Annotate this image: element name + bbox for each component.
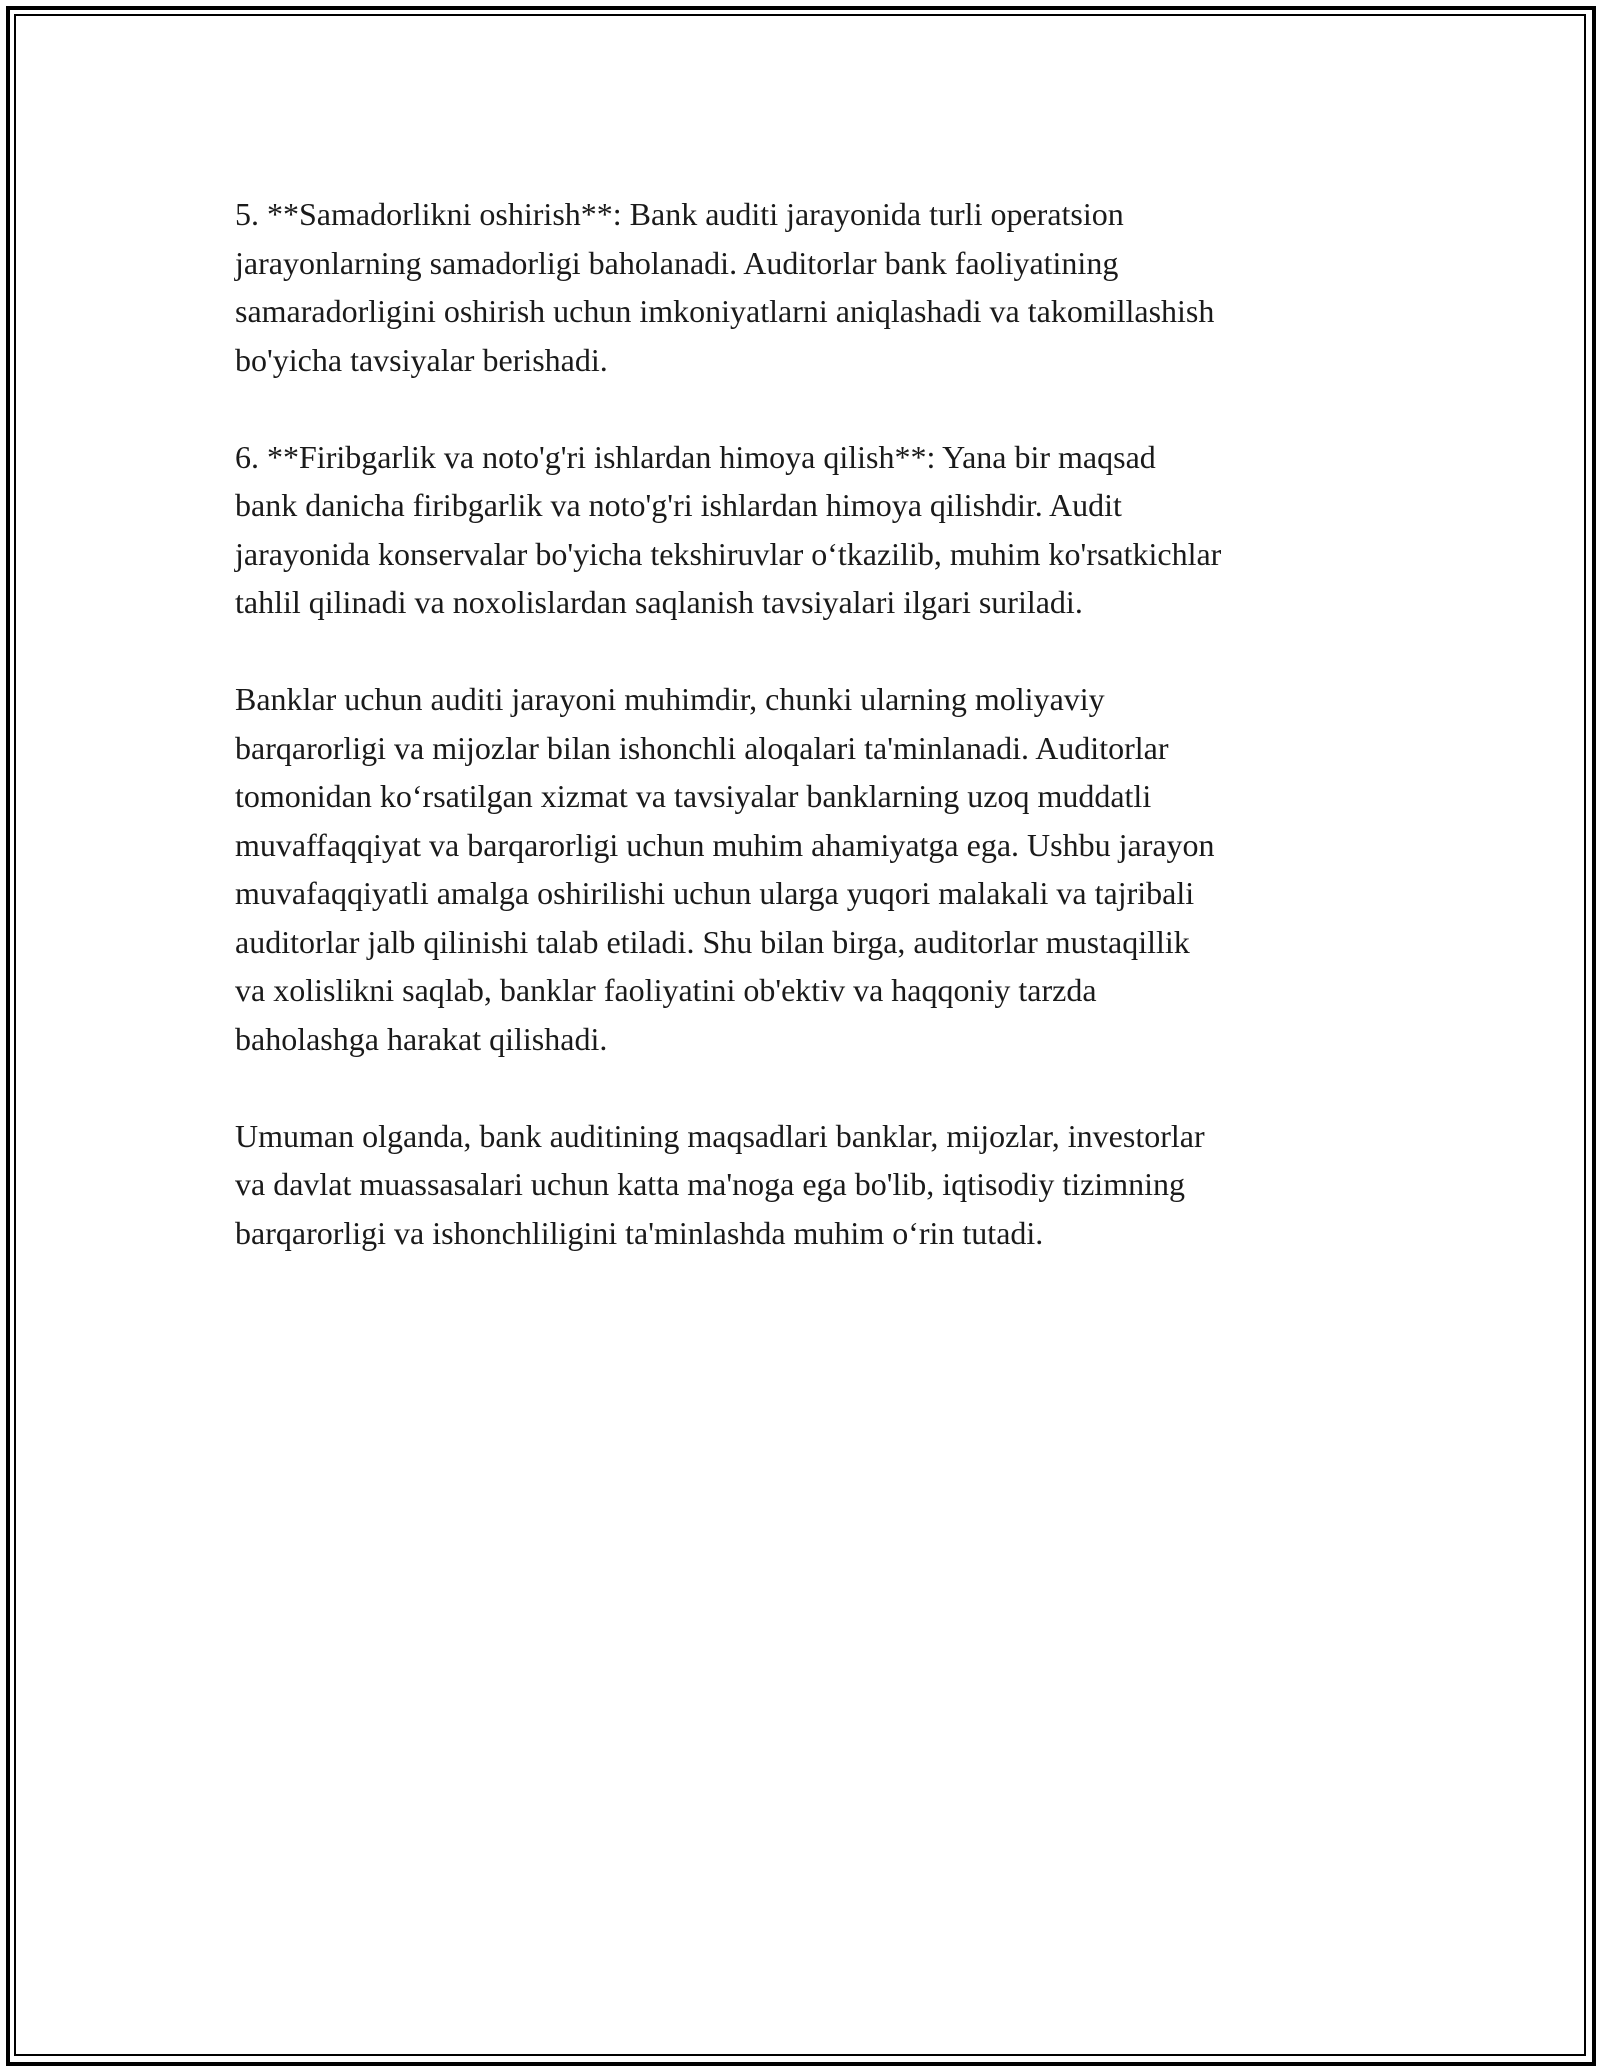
document-body — [235, 190, 1385, 1306]
paragraph-conclusion: Umuman olganda, bank auditining maqsadlari banklar, mijozlar, investorlar va davlat muassasalari uchun katta ma'noga ega bo'lib, iqtisodiy tizimning barqarorligi va ishonchliligini ta'minlashda muhim o‘rin tutadi. — [235, 1117, 1205, 1251]
paragraph-firibgarlik: 6. **Firibgarlik va noto'g'ri ishlardan himoya qilish**: Yana bir maqsad bank danicha firibgarlik va noto'g'ri ishlardan himoya qilishdir. Audit jarayonida konservalar bo'yicha tekshiruvlar o‘tkazilib, muhim ko'rsatkichlar tahlil qilinadi va noxolislardan saqlanish tavsiyalari ilgari suriladi. — [235, 438, 1222, 620]
paragraph-samadorlik: 5. **Samadorlikni oshirish**: Bank auditi jarayonida turli operatsion jarayonlarning samadorligi baholanadi. Auditorlar bank faoliyatining samaradorligini oshirish uchun imkoniyatlarni aniqlashadi va takomillashish bo'yicha tavsiyalar berishadi. — [235, 196, 1215, 378]
paragraph-banklar-audit: Banklar uchun auditi jarayoni muhimdir, chunki ularning moliyaviy barqarorligi va mijozlar bilan ishonchli aloqalari ta'minlanadi. Auditorlar tomonidan ko‘rsatilgan xizmat va tavsiyalar banklarning uzoq muddatli muvaffaqqiyat va barqarorligi uchun muhim ahamiyatga ega. Ushbu jarayon muvafaqqiyatli amalga oshirilishi uchun ularga yuqori malakali va tajribali auditorlar jalb qilinishi talab etiladi. Shu bilan birga, auditorlar mustaqillik va xolislikni saqlab, banklar faoliyatini ob'ektiv va haqqoniy tarzda baholashga harakat qilishadi. — [235, 681, 1215, 1057]
